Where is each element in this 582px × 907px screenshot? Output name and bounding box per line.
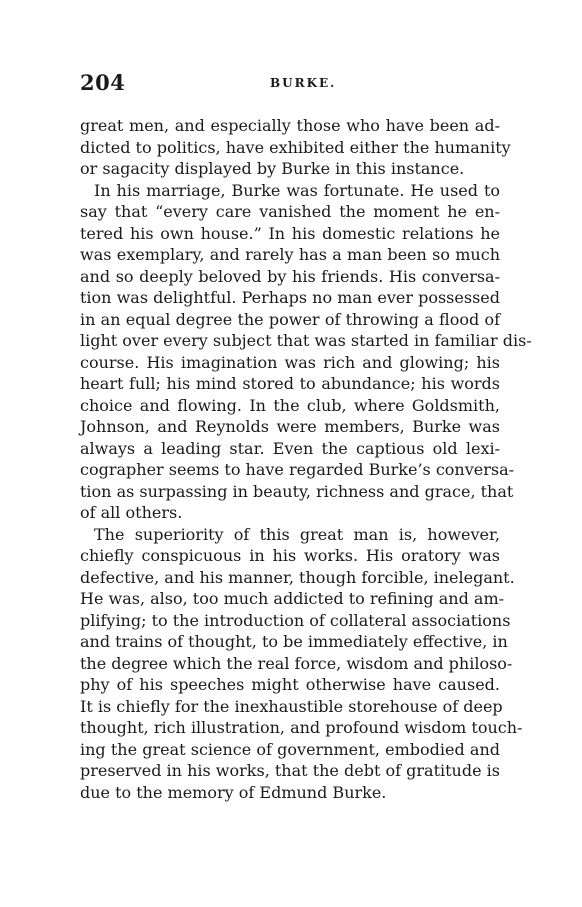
text-line: defective, and his manner, though forcible, inelegant.	[80, 567, 515, 587]
text-line: phy of his speeches might otherwise have caused.	[80, 675, 500, 694]
text-line: ing the great science of government, embodied and	[80, 739, 500, 759]
text-line: The superiority of this great man is, however,	[94, 524, 500, 544]
text-line: plifying; to the introduction of collateral associations	[80, 610, 511, 630]
text-line: of all others.	[80, 503, 183, 522]
text-line: and trains of thought, to be immediately effective, in	[80, 632, 508, 651]
running-head: BURKE.	[270, 76, 337, 90]
text-line: the degree which the real force, wisdom and philoso-	[80, 653, 513, 673]
text-line: dicted to politics, have exhibited either the humanity	[80, 137, 511, 157]
text-line: It is chiefly for the inexhaustible storehouse of deep	[80, 696, 503, 716]
text-line: and so deeply beloved by his friends. His conversa-	[80, 266, 500, 286]
text-line: He was, also, too much addicted to refining and am-	[80, 589, 505, 608]
text-line: tion as surpassing in beauty, richness and grace, that	[80, 481, 514, 501]
body-text	[80, 115, 532, 803]
text-line: or sagacity displayed by Burke in this instance.	[80, 159, 465, 178]
text-line: tion was delightful. Perhaps no man ever possessed	[80, 288, 500, 307]
text-line: always a leading star. Even the captious old lexi-	[80, 438, 500, 458]
text-line: choice and flowing. In the club, where Goldsmith,	[80, 395, 500, 415]
page-number: 204	[80, 70, 126, 95]
text-line: preserved in his works, that the debt of gratitude is	[80, 761, 500, 780]
text-line: thought, rich illustration, and profound wisdom touch-	[80, 718, 523, 737]
text-line: due to the memory of Edmund Burke.	[80, 782, 387, 802]
text-line: was exemplary, and rarely has a man been so much	[80, 245, 500, 264]
text-line: say that “every care vanished the moment he en-	[80, 202, 500, 221]
text-line: tered his own house.” In his domestic relations he	[80, 223, 500, 243]
text-line: heart full; his mind stored to abundance; his words	[80, 374, 500, 393]
text-line: Johnson, and Reynolds were members, Burke was	[80, 417, 500, 436]
page-header	[80, 70, 500, 100]
text-line: In his marriage, Burke was fortunate. He used to	[94, 180, 500, 200]
text-line: chiefly conspicuous in his works. His oratory was	[80, 546, 500, 565]
text-line: cographer seems to have regarded Burke’s conversa-	[80, 460, 515, 479]
text-line: light over every subject that was started in familiar dis-	[80, 331, 532, 350]
text-line: course. His imagination was rich and glowing; his	[80, 352, 500, 372]
text-line: in an equal degree the power of throwing a flood of	[80, 309, 500, 329]
text-line: great men, and especially those who have been ad-	[80, 116, 500, 135]
